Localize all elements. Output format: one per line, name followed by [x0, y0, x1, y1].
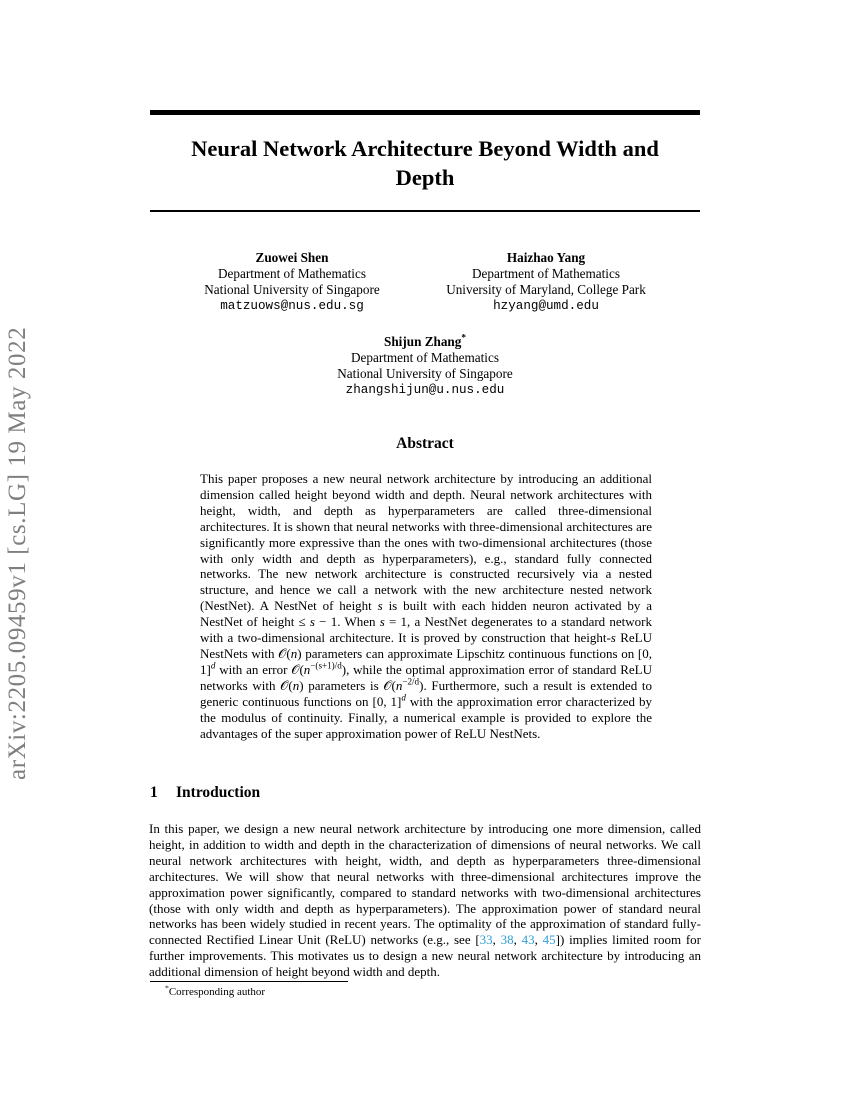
introduction-paragraph: In this paper, we design a new neural network architecture by introducing one more dimension, called height, in addition to width and depth in the characterization of dimensions of neural networks. We call neural network architectures with height, width, and depth as hyperparameters three-dimensional architectures. We will show that neural networks with three-dimensional architectures improve the approximation power significantly, compared to standard networks with two-dimensional architectures (those with only width and depth as hyperparameters). The approximation power of standard neural networks has been widely studied in recent years. The optimality of the approximation of standard fully-connected Rectified Linear Unit (ReLU) networks (e.g., see [33, 38, 43, 45]) implies limited room for further improvements. This motivates us to design a new neural network architecture by introducing an additional dimension of height beyond width and depth. [149, 821, 702, 980]
abstract-heading: Abstract [396, 435, 454, 452]
author-institution: National University of Singapore [337, 366, 513, 381]
footnote-text: Corresponding author [168, 986, 266, 998]
title-line-1: Neural Network Architecture Beyond Width and [191, 136, 659, 161]
author-block-1 [192, 250, 392, 314]
title-bottom-rule [150, 210, 700, 212]
author-institution: University of Maryland, College Park [446, 282, 646, 297]
paper-title [150, 134, 700, 192]
author-dept: Department of Mathematics [218, 266, 366, 281]
author-dept: Department of Mathematics [472, 266, 620, 281]
author-name: Zuowei Shen [255, 250, 329, 265]
top-rule [150, 110, 700, 115]
author-institution: National University of Singapore [204, 282, 380, 297]
author-email[interactable]: hzyang@umd.edu [493, 299, 599, 313]
section-number: 1 [150, 784, 158, 801]
citation-link[interactable]: 45 [542, 932, 556, 948]
author-block-3 [300, 334, 550, 398]
section-heading-introduction [150, 784, 260, 802]
abstract-body: This paper proposes a new neural network architecture by introducing an additional dimension called height beyond width and depth. Neural network architectures with height, width, and depth as hyperparameters are called three-dimensional architectures. It is shown that neural networks with three-dimensional architectures are significantly more expressive than the ones with two-dimensional architectures (those with only width and depth as hyperparameters), e.g., standard fully connected networks. The new network architecture is constructed recursively via a nested structure, and hence we call a network with the new architecture nested network (NestNet). A NestNet of height s is built with each hidden neuron activated by a NestNet of height ≤ s − 1. When s = 1, a NestNet degenerates to a standard network with a two-dimensional architecture. It is proved by construction that height-s ReLU NestNets with 𝒪(n) parameters can approximate Lipschitz continuous functions on [0, 1]$^d$ with an error $𝒪(n^{-(s+1)/d})$, while the optimal approximation error of standard ReLU networks with 𝒪(n) parameters is $𝒪(n^{-2/d})$. Furthermore, such a result is extended to generic continuous functions on [0, 1]$^d$ with the approximation error characterized by the modulus of continuity. Finally, a numerical example is provided to explore the advantages of the super approximation power of ReLU NestNets. [200, 471, 653, 741]
section-title: Introduction [176, 784, 261, 801]
author-dept: Department of Mathematics [351, 350, 499, 365]
footnote-mark: * [165, 983, 169, 993]
author-name: Shijun Zhang* [384, 332, 466, 349]
author-block-2 [425, 250, 667, 314]
author-footnote-mark: * [461, 332, 466, 343]
citation-link[interactable]: 38 [500, 932, 514, 948]
arxiv-stamp: arXiv:2205.09459v1 [cs.LG] 19 May 2022 [4, 326, 31, 780]
footnote-rule [150, 981, 348, 982]
author-email[interactable]: matzuows@nus.edu.sg [220, 299, 364, 313]
citation-link[interactable]: 43 [521, 932, 535, 948]
author-name: Haizhao Yang [506, 250, 586, 265]
citation-link[interactable]: 33 [479, 932, 493, 948]
title-line-2: Depth [395, 165, 455, 190]
author-email[interactable]: zhangshijun@u.nus.edu [345, 383, 505, 397]
footnote [165, 983, 266, 998]
